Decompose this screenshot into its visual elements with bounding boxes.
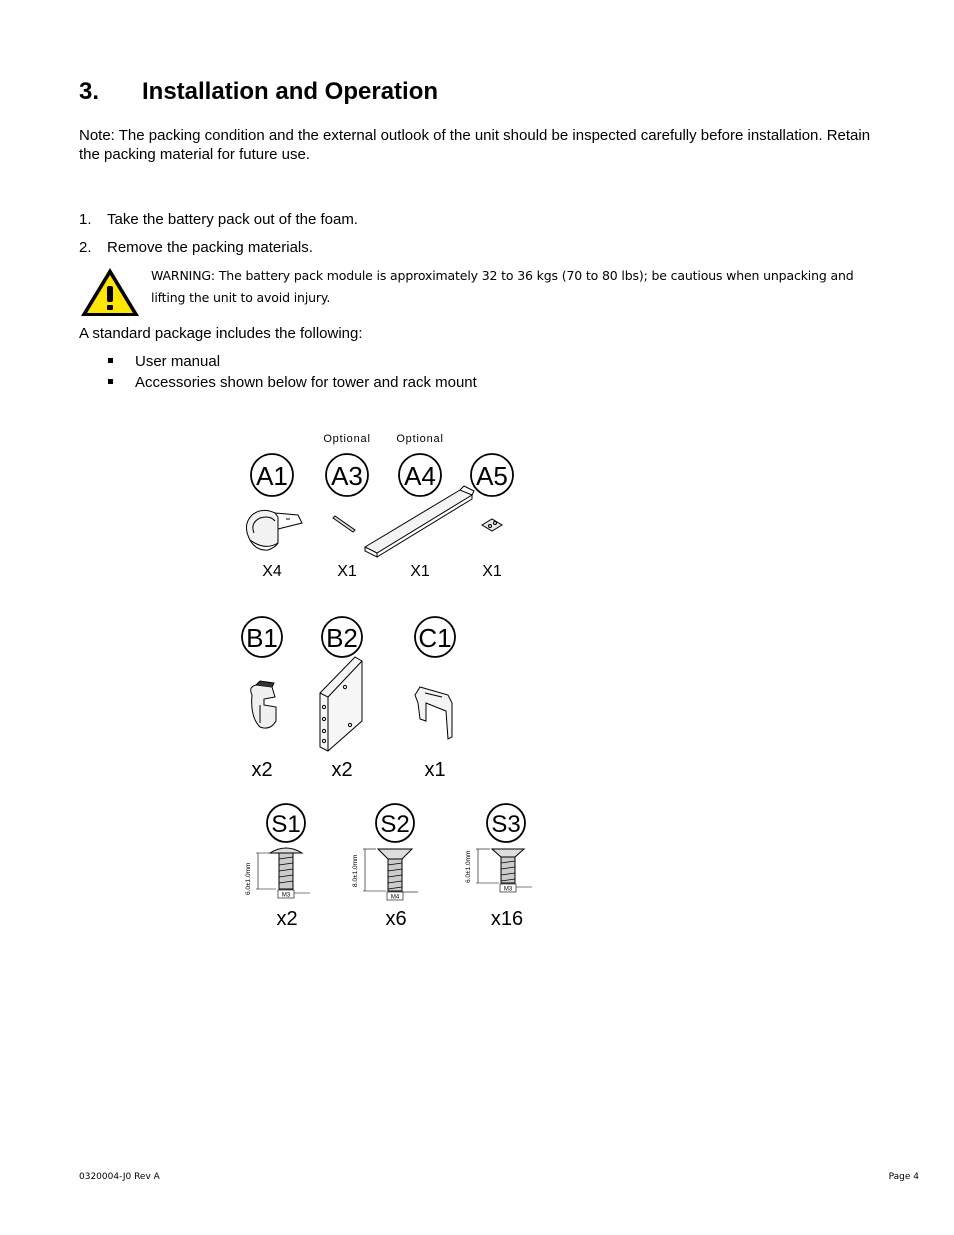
section-heading	[79, 78, 438, 106]
svg-text:S2: S2	[380, 811, 410, 838]
part-a4	[399, 454, 441, 496]
qty-label: x2	[251, 759, 273, 781]
a1-foot-drawing	[246, 510, 302, 550]
svg-text:S1: S1	[271, 811, 301, 838]
svg-text:8.0±1.0mm: 8.0±1.0mm	[352, 854, 359, 887]
part-a5	[471, 454, 513, 496]
svg-text:A5: A5	[476, 461, 508, 491]
optional-label: Optional	[396, 433, 444, 445]
warning-triangle-icon	[79, 266, 141, 323]
accessories-diagram	[220, 425, 560, 935]
step-item: 2. Remove the packing materials.	[79, 239, 313, 256]
qty-label: x2	[276, 908, 298, 930]
part-b1	[242, 617, 282, 657]
note-paragraph: Note: The packing condition and the external outlook of the unit should be inspected carefully before installation. Retain the packing material for future use.	[79, 127, 871, 163]
list-item: User manual	[108, 353, 220, 370]
qty-label: x2	[331, 759, 353, 781]
qty-label: x6	[385, 908, 407, 930]
svg-text:B1: B1	[246, 623, 278, 653]
svg-text:C1: C1	[418, 623, 452, 653]
qty-label: X1	[337, 563, 357, 580]
part-a3	[326, 454, 368, 496]
part-s2	[376, 804, 414, 842]
c1-bracket-drawing	[415, 687, 452, 739]
qty-label: X1	[482, 563, 502, 580]
footer-page-number: Page 4	[888, 1172, 919, 1182]
b2-bracket-drawing	[320, 657, 362, 751]
a5-plate-drawing	[482, 519, 502, 531]
svg-text:6.0±1.0mm: 6.0±1.0mm	[465, 850, 472, 883]
warning-text: WARNING: The battery pack module is approximately 32 to 36 kgs (70 to 80 lbs); be cautious when unpacking and lifting the unit to avoid injury.	[151, 268, 854, 305]
svg-text:S3: S3	[491, 811, 521, 838]
step-text: Remove the packing materials.	[107, 239, 313, 256]
part-s1	[267, 804, 305, 842]
a3-rod-drawing	[333, 516, 355, 532]
list-item: Accessories shown below for tower and rack mount	[108, 374, 477, 391]
step-text: Take the battery pack out of the foam.	[107, 211, 358, 228]
footer-doc-id: 0320004-J0 Rev A	[79, 1172, 160, 1182]
svg-text:M3: M3	[503, 886, 513, 893]
b1-clip-drawing	[251, 681, 276, 728]
svg-text:A4: A4	[404, 461, 436, 491]
svg-text:A3: A3	[331, 461, 363, 491]
step-item: 1. Take the battery pack out of the foam.	[79, 211, 358, 228]
section-title: Installation and Operation	[142, 78, 439, 105]
optional-label: Optional	[323, 433, 371, 445]
s2-screw-drawing	[352, 849, 418, 901]
qty-label: x16	[490, 908, 524, 930]
section-number: 3.	[79, 78, 100, 105]
svg-text:M3: M3	[281, 892, 291, 899]
part-c1	[415, 617, 455, 657]
svg-text:A1: A1	[256, 461, 288, 491]
s3-screw-drawing	[465, 849, 532, 893]
svg-text:B2: B2	[326, 623, 358, 653]
svg-text:M4: M4	[390, 894, 400, 901]
qty-label: X1	[410, 563, 430, 580]
qty-label: X4	[262, 563, 282, 580]
part-a1	[251, 454, 293, 496]
svg-text:6.0±1.0mm: 6.0±1.0mm	[245, 862, 252, 895]
part-s3	[487, 804, 525, 842]
qty-label: x1	[424, 759, 446, 781]
part-b2	[322, 617, 362, 657]
s1-screw-drawing	[245, 848, 310, 899]
package-intro: A standard package includes the following:	[79, 325, 363, 342]
